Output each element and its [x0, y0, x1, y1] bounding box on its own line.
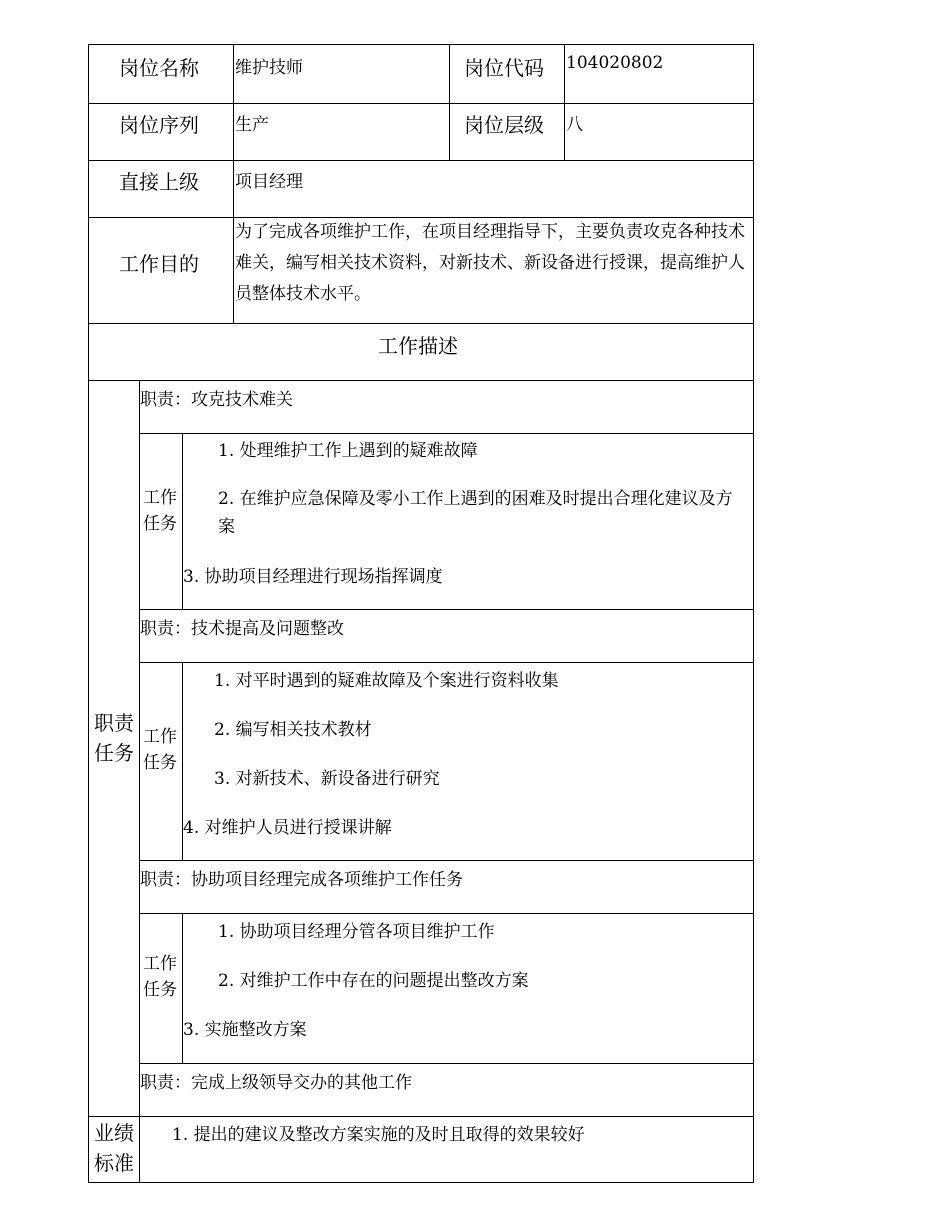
col-divider	[233, 44, 234, 323]
position-name-value: 维护技师	[235, 58, 303, 78]
task-item: 1. 处理维护工作上遇到的疑难故障	[218, 441, 478, 461]
task-item: 2. 在维护应急保障及零小工作上遇到的困难及时提出合理化建议及方案	[218, 489, 733, 537]
task-item: 3. 协助项目经理进行现场指挥调度	[183, 567, 443, 587]
task-item: 2. 编写相关技术教材	[214, 720, 372, 740]
job-description-table	[88, 44, 754, 1183]
duty-title: 职责：技术提高及问题整改	[140, 619, 344, 639]
position-level-value: 八	[566, 115, 583, 135]
col-divider	[449, 44, 450, 160]
row-divider	[139, 662, 754, 663]
row-divider	[88, 160, 754, 161]
row-divider	[139, 433, 754, 434]
row-divider	[139, 860, 754, 861]
task-label: 工作任务	[143, 727, 177, 773]
position-level-label: 岗位层级	[464, 113, 544, 137]
description-title: 工作描述	[378, 334, 458, 358]
position-name-label: 岗位名称	[119, 56, 199, 80]
task-item: 4. 对维护人员进行授课讲解	[183, 818, 392, 838]
duty-title: 职责：完成上级领导交办的其他工作	[140, 1073, 412, 1093]
task-label: 工作任务	[143, 488, 177, 534]
row-divider	[88, 1116, 754, 1117]
col-divider	[564, 44, 565, 160]
position-series-value: 生产	[235, 115, 269, 135]
supervisor-label: 直接上级	[119, 170, 199, 194]
row-divider	[88, 323, 754, 324]
position-code-label: 岗位代码	[464, 56, 544, 80]
task-item: 3. 对新技术、新设备进行研究	[214, 769, 440, 789]
row-divider	[139, 1063, 754, 1064]
task-label: 工作任务	[143, 954, 177, 1000]
col-divider	[182, 913, 183, 1063]
row-divider	[139, 913, 754, 914]
duty-title: 职责：协助项目经理完成各项维护工作任务	[140, 870, 463, 890]
task-item: 1. 对平时遇到的疑难故障及个案进行资料收集	[214, 671, 559, 691]
row-divider	[139, 609, 754, 610]
row-divider	[88, 380, 754, 381]
performance-item: 1. 提出的建议及整改方案实施的及时且取得的效果较好	[172, 1125, 585, 1145]
position-code-value: 104020802	[566, 53, 664, 73]
purpose-value: 为了完成各项维护工作，在项目经理指导下，主要负责攻克各种技术难关，编写相关技术资料，对新技术、新设备进行授课，提高维护人员整体技术水平。	[235, 222, 745, 304]
row-divider	[88, 103, 754, 104]
purpose-label: 工作目的	[119, 252, 199, 276]
duty-title: 职责：攻克技术难关	[140, 390, 293, 410]
supervisor-value: 项目经理	[235, 172, 303, 192]
duties-label: 职责任务	[94, 711, 134, 765]
performance-label: 业绩标准	[94, 1121, 134, 1175]
task-item: 2. 对维护工作中存在的问题提出整改方案	[218, 971, 529, 991]
task-item: 1. 协助项目经理分管各项目维护工作	[218, 922, 495, 942]
position-series-label: 岗位序列	[119, 113, 199, 137]
task-item: 3. 实施整改方案	[183, 1020, 307, 1040]
